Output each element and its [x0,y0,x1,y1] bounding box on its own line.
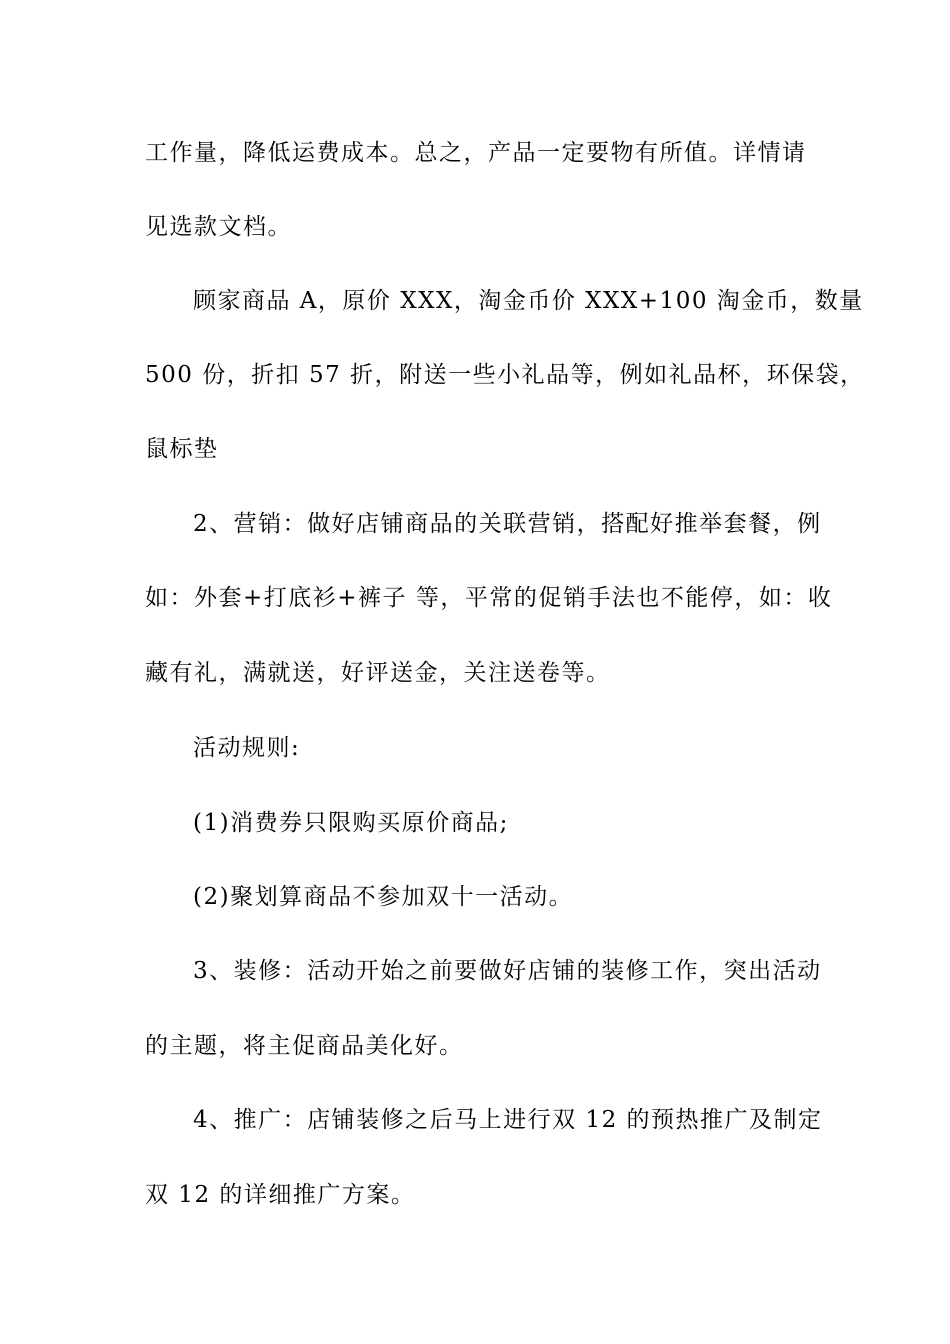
text-line: 双 12 的详细推广方案。 [145,1182,416,1208]
text-line: 4、推广：店铺装修之后马上进行双 12 的预热推广及制定 [193,1107,823,1133]
text-line: 如：外套+打底衫+裤子 等，平常的促销手法也不能停，如：收 [145,585,833,611]
text-line: 活动规则: [193,735,301,761]
text-line: 顾家商品 A，原价 XXX，淘金币价 XXX+100 淘金币，数量 [193,288,864,314]
text-line: (2)聚划算商品不参加双十一活动。 [193,884,574,910]
text-line: 2、营销：做好店铺商品的关联营销，搭配好推举套餐，例 [193,511,822,537]
text-line: 500 份，折扣 57 折，附送一些小礼品等，例如礼品杯，环保袋， [145,362,865,388]
text-line: 鼠标垫 [145,436,219,462]
text-line: 工作量，降低运费成本。总之，产品一定要物有所值。详情请 [145,140,807,166]
text-line: (1)消费券只限购买原价商品; [193,810,509,836]
text-line: 藏有礼，满就送，好评送金，关注送卷等。 [145,660,611,686]
text-line: 见选款文档。 [145,214,292,240]
text-line: 3、装修：活动开始之前要做好店铺的装修工作，突出活动 [193,958,822,984]
text-line: 的主题，将主促商品美化好。 [145,1033,464,1059]
